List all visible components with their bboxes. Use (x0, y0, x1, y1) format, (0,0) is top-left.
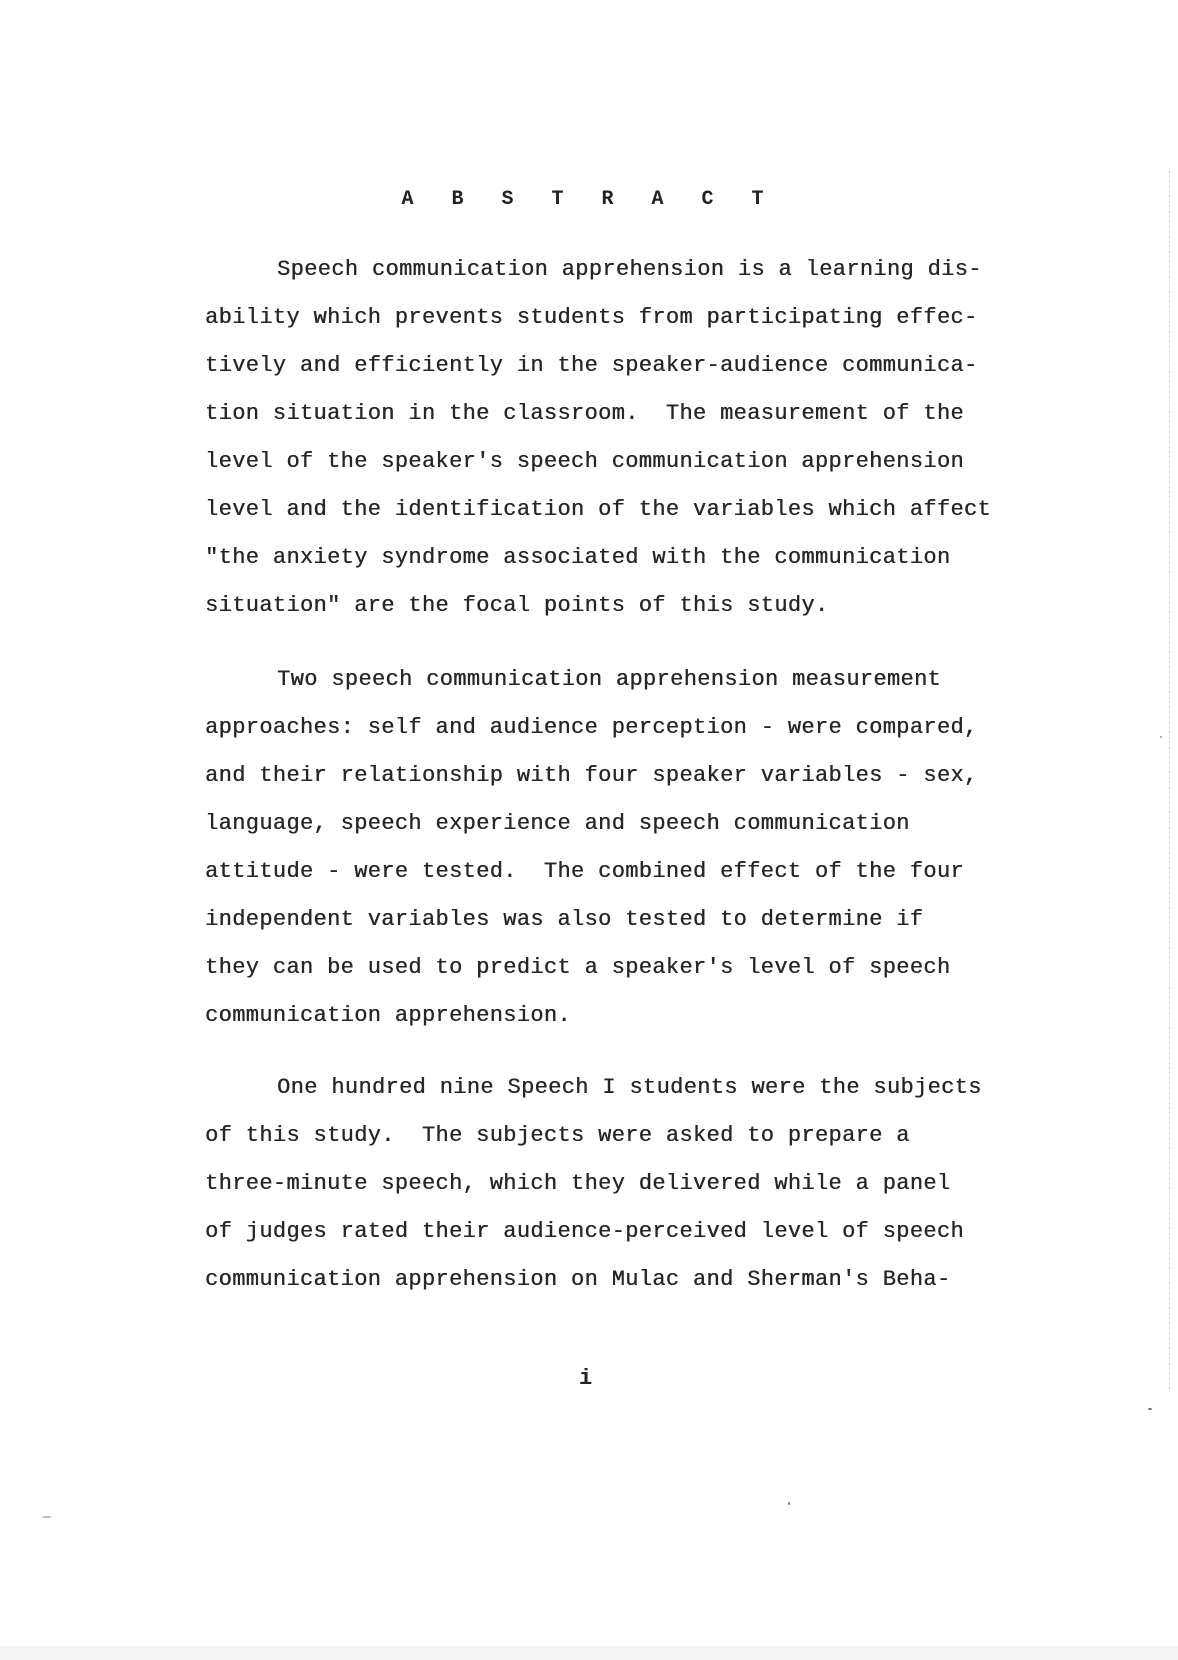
text-line: Two speech communication apprehension measurement (277, 667, 942, 692)
text-line: ability which prevents students from participating effec- (205, 305, 978, 330)
scan-speck (1160, 736, 1162, 738)
text-line: they can be used to predict a speaker's level of speech (205, 955, 951, 980)
scan-speck (1148, 1408, 1152, 1410)
page-edge-shadow (1167, 170, 1170, 1390)
text-line: One hundred nine Speech I students were the subjects (277, 1075, 982, 1100)
text-line: language, speech experience and speech communication (205, 811, 910, 836)
text-line: level of the speaker's speech communication apprehension (205, 449, 964, 474)
text-line: tion situation in the classroom. The measurement of the (205, 401, 964, 426)
text-line: Speech communication apprehension is a learning dis- (277, 257, 982, 282)
text-line: of judges rated their audience-perceived level of speech (205, 1219, 964, 1244)
text-line: and their relationship with four speaker variables - sex, (205, 763, 978, 788)
text-line: tively and efficiently in the speaker-audience communica- (205, 353, 978, 378)
text-line: level and the identification of the variables which affect (205, 497, 992, 522)
scanner-footer (0, 1646, 1178, 1660)
text-line: communication apprehension. (205, 1003, 571, 1028)
text-line: "the anxiety syndrome associated with the communication (205, 545, 951, 570)
page-number: i (579, 1366, 593, 1391)
text-line: approaches: self and audience perception - were compared, (205, 715, 978, 740)
text-line: attitude - were tested. The combined effect of the four (205, 859, 964, 884)
text-line: communication apprehension on Mulac and Sherman's Beha- (205, 1267, 951, 1292)
text-line: independent variables was also tested to determine if (205, 907, 924, 932)
scan-speck (42, 1516, 52, 1518)
text-line: situation" are the focal points of this study. (205, 593, 829, 618)
text-line: three-minute speech, which they delivered while a panel (205, 1171, 951, 1196)
scan-speck (788, 1502, 790, 1505)
text-line: of this study. The subjects were asked to prepare a (205, 1123, 910, 1148)
abstract-title: A B S T R A C T (401, 188, 777, 211)
